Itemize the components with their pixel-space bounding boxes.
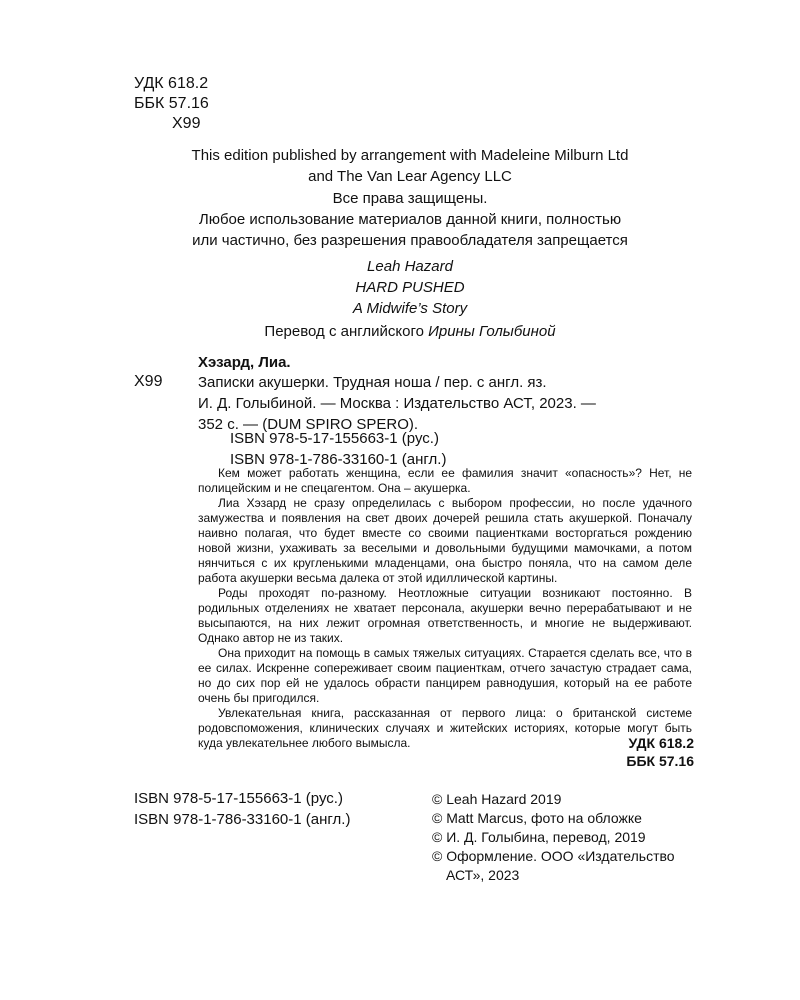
rights-line-3: или частично, без разрешения правообладателя запрещается bbox=[192, 232, 628, 249]
copyright-line-3: © И. Д. Голыбина, перевод, 2019 bbox=[432, 829, 646, 845]
rights-line-1: Все права защищены. bbox=[332, 190, 488, 207]
catalog-author: Хэзард, Лиа. bbox=[198, 354, 291, 371]
copyright-line-4: © Оформление. ООО «Издательство bbox=[432, 848, 675, 864]
rights-line-2: Любое использование материалов данной книги, полностью bbox=[198, 211, 622, 228]
catalog-desc-line-3: 352 с. — (DUM SPIRO SPERO). bbox=[198, 416, 419, 433]
annotation bbox=[198, 466, 692, 751]
original-author: Leah Hazard bbox=[367, 258, 453, 275]
catalog-index-codes bbox=[500, 734, 694, 770]
author-mark: Х99 bbox=[172, 115, 201, 132]
catalog-author-mark: Х99 bbox=[134, 373, 163, 390]
catalog-desc-line-2: И. Д. Голыбиной. — Москва : Издательство АСТ, 2023. — bbox=[198, 395, 596, 412]
bottom-isbns bbox=[134, 788, 350, 830]
catalog-description bbox=[198, 372, 694, 435]
annotation-paragraph-2: Лиа Хэзард не сразу определилась с выбором профессии, но после удачного замужества и появления на свет двоих дочерей решила стать акушеркой. Поначалу наивно полагая, что будет вместе со своими пациентками восторгаться рождению новой жизни, ухаживать за веселыми и довольными будущими мамочками, а потом нянчиться с их кругленькими младенцами, она быстро поняла, что на самом деле работа акушерки весьма далека от этой идиллической картины. bbox=[198, 496, 692, 585]
arrangement-line-1: This edition published by arrangement with Madeleine Milburn Ltd bbox=[191, 147, 629, 164]
catalog-isbn-rus: ISBN 978-5-17-155663-1 (рус.) bbox=[230, 430, 439, 447]
translation-credit bbox=[100, 321, 720, 342]
annotation-paragraph-4: Она приходит на помощь в самых тяжелых ситуациях. Старается сделать все, что в ее силах. Искренне сопереживает своим пациенткам, отчего зачастую страдает сама, но до сих пор ей не удалось обрасти панцирем равнодушия, который на ее работе очень бы пригодился. bbox=[198, 646, 692, 705]
udk-code: УДК 618.2 bbox=[134, 75, 209, 92]
original-title-block bbox=[100, 256, 720, 319]
original-title: HARD PUSHED bbox=[355, 279, 465, 296]
copyright-line-5: АСТ», 2023 bbox=[446, 867, 520, 883]
translation-prefix: Перевод с английского bbox=[264, 323, 429, 340]
copyright-line-2: © Matt Marcus, фото на обложке bbox=[432, 810, 642, 826]
copyright-line-1: © Leah Hazard 2019 bbox=[432, 791, 562, 807]
original-subtitle: A Midwife’s Story bbox=[352, 300, 468, 317]
annotation-paragraph-5: Увлекательная книга, рассказанная от первого лица: о британской системе родовспоможения, клинических случаях и житейских историях, которые могут быть куда увлекательнее любого вымысла. bbox=[198, 706, 692, 750]
catalog-udk: УДК 618.2 bbox=[628, 735, 694, 751]
catalog-bbk: ББК 57.16 bbox=[626, 753, 694, 769]
bbk-code: ББК 57.16 bbox=[134, 95, 209, 112]
bottom-isbn-eng: ISBN 978-1-786-33160-1 (англ.) bbox=[134, 811, 351, 828]
annotation-paragraph-1: Кем может работать женщина, если ее фамилия значит «опасность»? Нет, не полицейским и не спецагентом. Она – акушерка. bbox=[198, 466, 692, 495]
catalog-isbns bbox=[230, 428, 446, 470]
annotation-paragraph-3: Роды проходят по-разному. Неотложные ситуации возникают постоянно. В родильных отделениях не хватает персонала, акушерки вечно перерабатывают и не высыпаются, на них лежит огромная ответственность, и многие не выдерживают. Однако автор не из таких. bbox=[198, 586, 692, 645]
arrangement-notice bbox=[100, 145, 720, 187]
translator-name: Ирины Голыбиной bbox=[428, 323, 556, 340]
catalog-desc-line-1: Записки акушерки. Трудная ноша / пер. с англ. яз. bbox=[198, 374, 547, 391]
arrangement-line-2: and The Van Lear Agency LLC bbox=[308, 168, 512, 185]
copyright-block bbox=[432, 790, 675, 885]
rights-notice bbox=[100, 188, 720, 251]
bottom-isbn-rus: ISBN 978-5-17-155663-1 (рус.) bbox=[134, 790, 343, 807]
catalog-isbn-eng: ISBN 978-1-786-33160-1 (англ.) bbox=[230, 451, 447, 468]
